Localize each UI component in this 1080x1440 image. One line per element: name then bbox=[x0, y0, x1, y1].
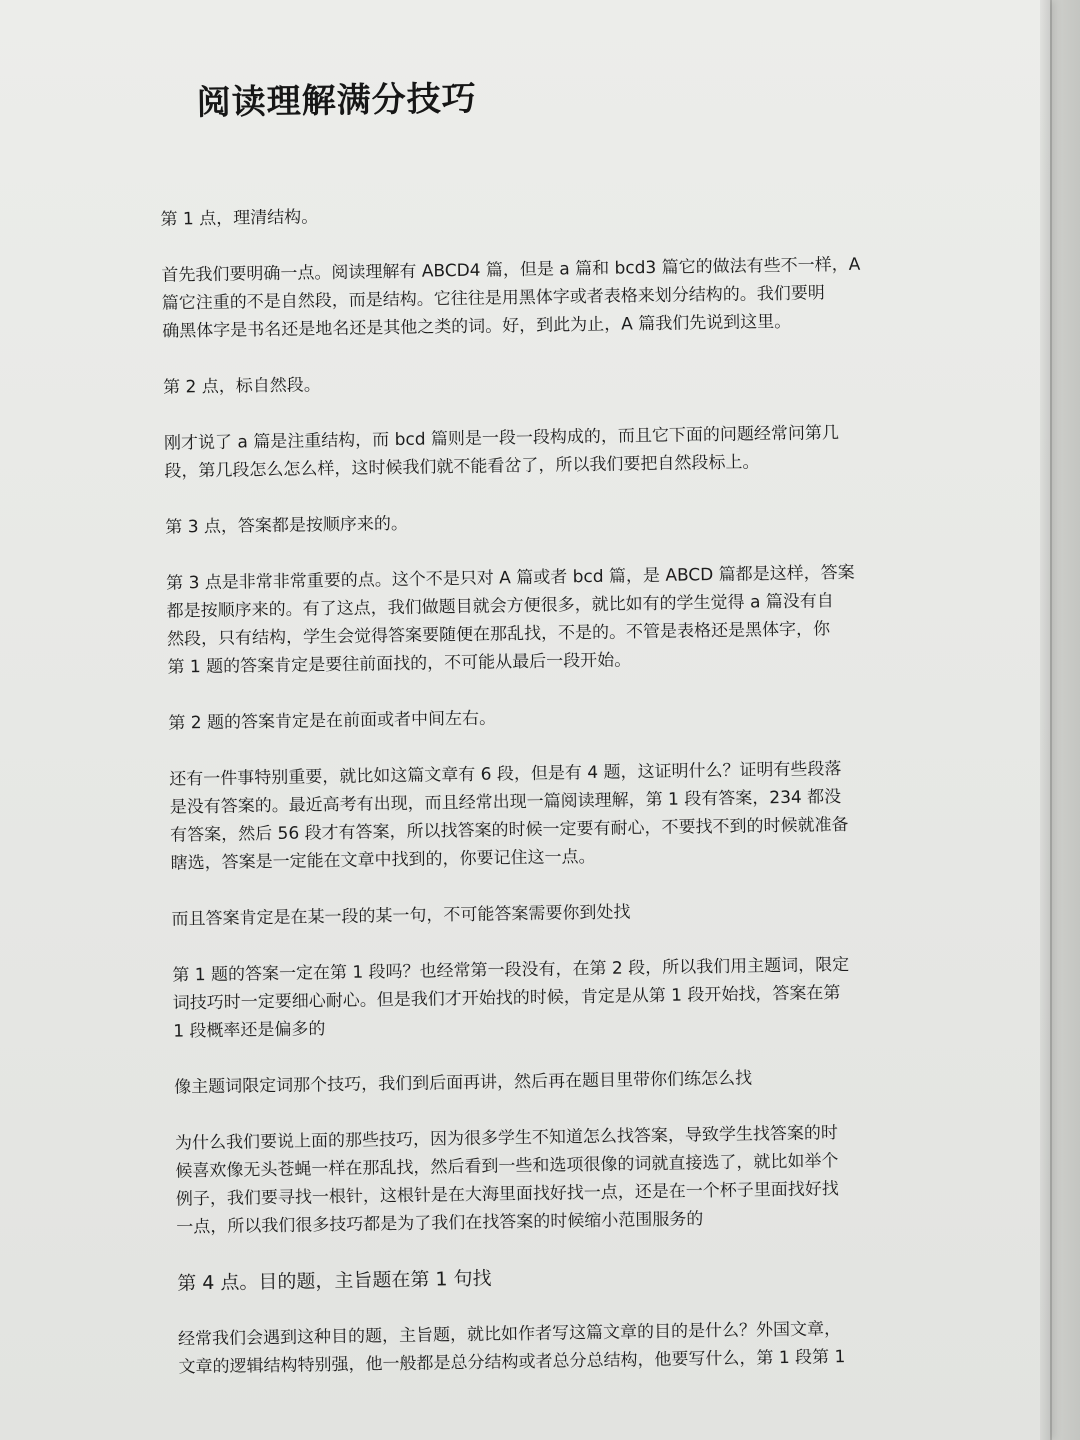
paragraph bbox=[177, 1257, 1007, 1298]
paragraph bbox=[175, 1117, 1007, 1242]
text-line: 瞎选，答案是一定能在文章中找到的，你要记住这一点。 bbox=[170, 846, 596, 874]
text-line: 例子，我们要寻找一根针，这根针是在大海里面找好找一点，还是在一个杯子里面找好找 bbox=[175, 1179, 839, 1210]
paragraph bbox=[163, 361, 993, 402]
text-line: 候喜欢像无头苍蝇一样在那乱找，然后看到一些和选项很像的词就直接选了，就比如举个 bbox=[175, 1151, 839, 1182]
text-line: 第 2 题的答案肯定是在前面或者中间左右。 bbox=[168, 708, 497, 734]
paragraph bbox=[160, 193, 990, 234]
text-line: 第 1 题的答案一定在第 1 段吗？也经常第一段没有，在第 2 段，所以我们用主题词，限定 bbox=[172, 954, 850, 986]
text-line: 然段，只有结构，学生会觉得答案要随便在那乱找，不是的。不管是表格还是黑体字，你 bbox=[166, 619, 831, 650]
text-line: 还有一件事特别重要，就比如这篇文章有 6 段，但是有 4 题，这证明什么？证明有些段落 bbox=[169, 759, 842, 790]
text-line: 而且答案肯定是在某一段的某一句，不可能答案需要你到处找 bbox=[171, 902, 631, 930]
text-line: 第 1 点，理清结构。 bbox=[160, 207, 319, 230]
document-body bbox=[158, 47, 1009, 1410]
paragraph bbox=[171, 893, 1001, 934]
text-line: 第 3 点是非常非常重要的点。这个不是只对 A 篇或者 bcd 篇，是 ABCD 篇都是这样，答案 bbox=[166, 562, 855, 594]
paragraph bbox=[166, 557, 998, 682]
text-line: 段，第几段怎么怎么样，这时候我们就不能看岔了，所以我们要把自然段标上。 bbox=[164, 452, 760, 482]
paragraph bbox=[165, 501, 995, 542]
text-line: 像主题词限定词那个技巧，我们到后面再讲，然后再在题目里带你们练怎么找 bbox=[173, 1068, 753, 1098]
text-line: 有答案，然后 56 段才有答案，所以找答案的时候一定要有耐心，不要找不到的时候就准备 bbox=[170, 814, 849, 846]
text-line: 第 1 题的答案肯定是要往前面找的，不可能从最后一段开始。 bbox=[167, 650, 632, 678]
text-line: 为什么我们要说上面的那些技巧，因为很多学生不知道怎么找答案，导致学生找答案的时 bbox=[174, 1123, 839, 1154]
page-stack-edge bbox=[1050, 0, 1080, 1440]
text-line: 第 4 点。目的题，主旨题在第 1 句找 bbox=[177, 1267, 492, 1295]
text-line: 一点，所以我们很多技巧都是为了我们在找答案的时候缩小范围服务的 bbox=[176, 1209, 704, 1238]
text-line: 篇它注重的不是自然段，而是结构。它往往是用黑体字或者表格来划分结构的。我们要明 bbox=[161, 283, 825, 314]
paragraph bbox=[168, 697, 998, 738]
paragraph bbox=[174, 1061, 1004, 1102]
text-line: 词技巧时一定要细心耐心。但是我们才开始找的时候，肯定是从第 1 段开始找，答案在第 bbox=[172, 983, 841, 1014]
paragraph bbox=[164, 417, 995, 486]
text-line: 经常我们会遇到这种目的题，主旨题，就比如作者写这篇文章的目的是什么？外国文章， bbox=[177, 1319, 842, 1350]
text-line: 首先我们要明确一点。阅读理解有 ABCD4 篇，但是 a 篇和 bcd3 篇它的做法有些不一样，A bbox=[161, 254, 861, 286]
page-fold-shadow bbox=[1040, 0, 1052, 1440]
text-line: 1 段概率还是偏多的 bbox=[173, 1019, 326, 1042]
paragraph bbox=[178, 1313, 1009, 1382]
paragraph bbox=[169, 753, 1001, 878]
text-line: 第 3 点，答案都是按顺序来的。 bbox=[165, 513, 409, 538]
page-title: 阅读理解满分技巧 bbox=[196, 78, 477, 124]
paragraph bbox=[172, 949, 1003, 1046]
text-line: 文章的逻辑结构特别强，他一般都是总分结构或者总分总结构，他要写什么，第 1 段第 1 bbox=[178, 1347, 846, 1378]
text-line: 是没有答案的。最近高考有出现，而且经常出现一篇阅读理解，第 1 段有答案，234 都没 bbox=[169, 787, 842, 818]
document-content bbox=[160, 193, 1008, 1382]
text-line: 都是按顺序来的。有了这点，我们做题目就会方便很多，就比如有的学生觉得 a 篇没有自 bbox=[166, 591, 834, 622]
text-line: 第 2 点，标自然段。 bbox=[162, 375, 321, 398]
paragraph bbox=[161, 249, 992, 346]
text-line: 刚才说了 a 篇是注重结构，而 bcd 篇则是一段一段构成的，而且它下面的问题经常问第几 bbox=[163, 423, 840, 454]
text-line: 确黑体字是书名还是地名还是其他之类的词。好，到此为止，A 篇我们先说到这里。 bbox=[162, 311, 792, 342]
